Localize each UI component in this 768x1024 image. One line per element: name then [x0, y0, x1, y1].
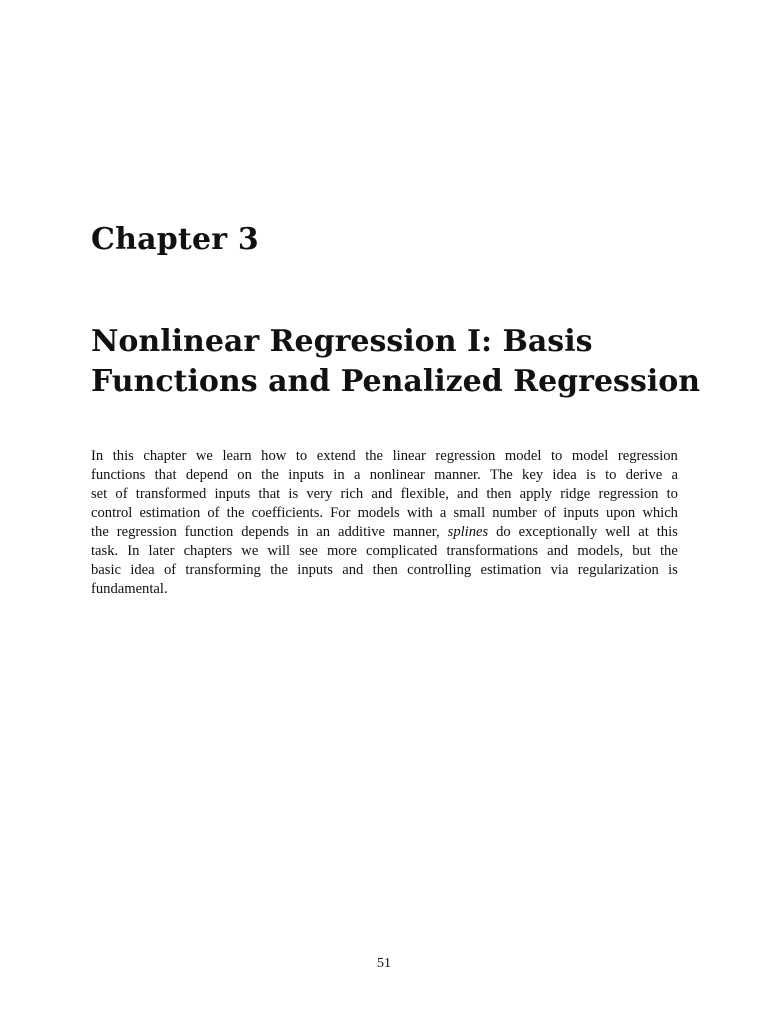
paragraph-line	[91, 447, 678, 466]
word: fundamental.	[91, 581, 168, 597]
word: transforming	[185, 562, 261, 578]
word: and	[371, 486, 393, 502]
word: the	[365, 448, 384, 464]
word: idea	[552, 467, 577, 483]
word: in	[296, 524, 309, 540]
paragraph-line	[91, 580, 678, 599]
word: In	[127, 543, 140, 559]
word: of	[163, 562, 177, 578]
word: inputs	[297, 562, 333, 578]
word: at	[638, 524, 649, 540]
word: nonlinear	[369, 467, 425, 483]
word: and	[547, 543, 569, 559]
word: but	[632, 543, 651, 559]
word: via	[550, 562, 569, 578]
word: manner,	[392, 524, 440, 540]
word: this	[656, 524, 678, 540]
word: the	[659, 543, 678, 559]
word: is	[586, 467, 596, 483]
word: more	[326, 543, 357, 559]
word: we	[241, 543, 259, 559]
word: will	[267, 543, 291, 559]
word: apply	[519, 486, 553, 502]
word: task.	[91, 543, 119, 559]
word: then	[372, 562, 398, 578]
word: coefficients.	[251, 505, 324, 521]
word: in	[333, 467, 345, 483]
word: learn	[222, 448, 252, 464]
chapter-title-line: Nonlinear Regression I: Basis	[91, 324, 593, 359]
word: the	[270, 562, 288, 578]
word: For	[330, 505, 351, 521]
paragraph-line	[91, 485, 678, 504]
word: a	[439, 505, 447, 521]
word: In	[91, 448, 104, 464]
word: transformed	[135, 486, 207, 502]
word: is	[288, 486, 299, 502]
word: inputs	[563, 505, 599, 521]
word: we	[195, 448, 213, 464]
word: depends	[241, 524, 290, 540]
word: an	[316, 524, 331, 540]
word: later	[148, 543, 175, 559]
word: estimation	[139, 505, 201, 521]
word: key	[522, 467, 544, 483]
word: of	[115, 486, 128, 502]
word: inputs	[288, 467, 324, 483]
word: well	[605, 524, 631, 540]
emphasized-word: splines	[447, 524, 489, 540]
word: of	[543, 505, 557, 521]
paragraph-line	[91, 561, 678, 580]
word: depend	[185, 467, 228, 483]
word: derive	[625, 467, 663, 483]
chapter-label: Chapter 3	[91, 222, 259, 257]
word: extend	[316, 448, 356, 464]
word: which	[642, 505, 678, 521]
word: The	[490, 467, 513, 483]
word: functions	[91, 467, 146, 483]
word: to	[550, 448, 563, 464]
word: the	[226, 505, 245, 521]
word: idea	[130, 562, 155, 578]
word: a	[671, 467, 678, 483]
paragraph-line	[91, 504, 678, 523]
word: the	[91, 524, 109, 540]
chapter-title	[91, 322, 701, 402]
word: small	[453, 505, 486, 521]
word: ridge	[560, 486, 591, 502]
word: function	[184, 524, 234, 540]
word: complicated	[366, 543, 438, 559]
word: to	[666, 486, 678, 502]
word: basic	[91, 562, 121, 578]
word: models	[357, 505, 400, 521]
word: and	[342, 562, 364, 578]
word: a	[353, 467, 361, 483]
word: and	[457, 486, 479, 502]
intro-paragraph	[91, 447, 678, 599]
paragraph-line	[91, 466, 678, 485]
word: flexible,	[400, 486, 449, 502]
word: how	[261, 448, 287, 464]
word: of	[207, 505, 220, 521]
word: regression	[435, 448, 496, 464]
word: models,	[577, 543, 624, 559]
word: upon	[606, 505, 636, 521]
word: estimation	[480, 562, 542, 578]
chapter-title-line: Functions and Penalized Regression	[91, 364, 701, 399]
word: on	[237, 467, 252, 483]
word: that	[154, 467, 177, 483]
word: model	[571, 448, 609, 464]
word: chapter	[143, 448, 187, 464]
word: to	[295, 448, 308, 464]
word: controlling	[407, 562, 472, 578]
word: number	[492, 505, 537, 521]
word: set	[91, 486, 108, 502]
word: rich	[340, 486, 364, 502]
word: then	[486, 486, 512, 502]
word: the	[261, 467, 279, 483]
word: see	[299, 543, 318, 559]
paragraph-line	[91, 523, 678, 542]
word: transformations	[446, 543, 539, 559]
word: to	[605, 467, 617, 483]
word: inputs	[214, 486, 251, 502]
word: with	[406, 505, 433, 521]
word: additive	[337, 524, 385, 540]
word: exceptionally	[518, 524, 598, 540]
page-number: 51	[377, 956, 391, 971]
word: very	[306, 486, 333, 502]
word: regularization	[577, 562, 659, 578]
paragraph-line	[91, 542, 678, 561]
word: do	[496, 524, 511, 540]
word: regression	[617, 448, 678, 464]
word: is	[668, 562, 678, 578]
word: model	[504, 448, 542, 464]
word: regression	[116, 524, 177, 540]
word: linear	[392, 448, 426, 464]
word: this	[112, 448, 134, 464]
word: control	[91, 505, 133, 521]
word: chapters	[183, 543, 233, 559]
word: that	[258, 486, 281, 502]
word: regression	[598, 486, 659, 502]
word: manner.	[434, 467, 481, 483]
